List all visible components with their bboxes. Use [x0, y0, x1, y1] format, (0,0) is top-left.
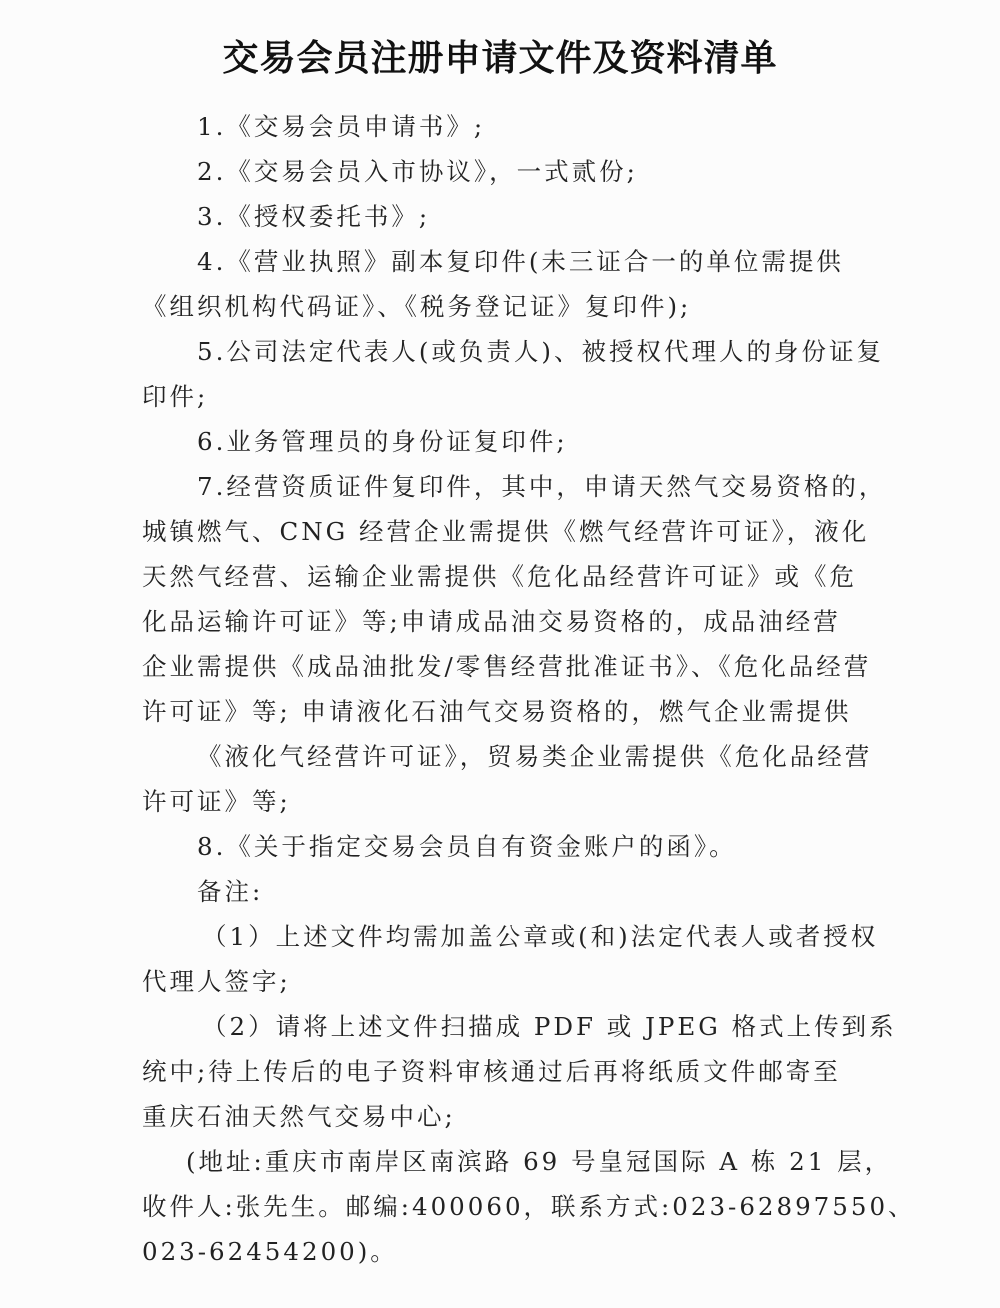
text-line: 4.《营业执照》副本复印件(未三证合一的单位需提供 — [197, 247, 844, 276]
text-line: 8.《关于指定交易会员自有资金账户的函》。 — [197, 832, 737, 861]
text-line: 1.《交易会员申请书》; — [197, 112, 486, 141]
text-line: 《组织机构代码证》、《税务登记证》复印件); — [142, 292, 692, 321]
text-line: 印件; — [142, 382, 209, 411]
text-line: 天然气经营、运输企业需提供《危化品经营许可证》或《危 — [142, 562, 857, 591]
text-line: 6.业务管理员的身份证复印件; — [197, 427, 568, 456]
text-line: 3.《授权委托书》; — [197, 202, 431, 231]
document-body — [142, 104, 916, 1274]
text-line: 023-62454200)。 — [142, 1237, 398, 1266]
text-line: 收件人:张先生。邮编:400060，联系方式:023-62897550、 — [142, 1192, 916, 1221]
text-line: 城镇燃气、CNG 经营企业需提供《燃气经营许可证》，液化 — [142, 517, 870, 546]
document-title: 交易会员注册申请文件及资料清单 — [222, 38, 778, 79]
text-line: 5.公司法定代表人(或负责人)、被授权代理人的身份证复 — [197, 337, 884, 366]
text-line: 企业需提供《成品油批发/零售经营批准证书》、《危化品经营 — [142, 652, 872, 681]
text-line: 化品运输许可证》等;申请成品油交易资格的，成品油经营 — [142, 607, 841, 636]
text-line: 重庆石油天然气交易中心; — [142, 1102, 456, 1131]
text-line: 代理人签字; — [142, 967, 291, 996]
text-line: 许可证》等; 申请液化石油气交易资格的，燃气企业需提供 — [142, 697, 852, 726]
text-line: 《液化气经营许可证》，贸易类企业需提供《危化品经营 — [197, 742, 873, 771]
text-line: 2.《交易会员入市协议》，一式贰份; — [197, 157, 638, 186]
text-line: 统中;待上传后的电子资料审核通过后再将纸质文件邮寄至 — [142, 1057, 841, 1086]
text-line: (地址:重庆市南岸区南滨路 69 号皇冠国际 A 栋 21 层， — [186, 1147, 893, 1176]
text-line: （2）请将上述文件扫描成 PDF 或 JPEG 格式上传到系 — [202, 1012, 897, 1041]
text-line: 备注: — [197, 877, 264, 906]
text-line: 7.经营资质证件复印件，其中，申请天然气交易资格的， — [197, 472, 887, 501]
text-line: 许可证》等; — [142, 787, 291, 816]
text-line: （1）上述文件均需加盖公章或(和)法定代表人或者授权 — [202, 922, 879, 951]
